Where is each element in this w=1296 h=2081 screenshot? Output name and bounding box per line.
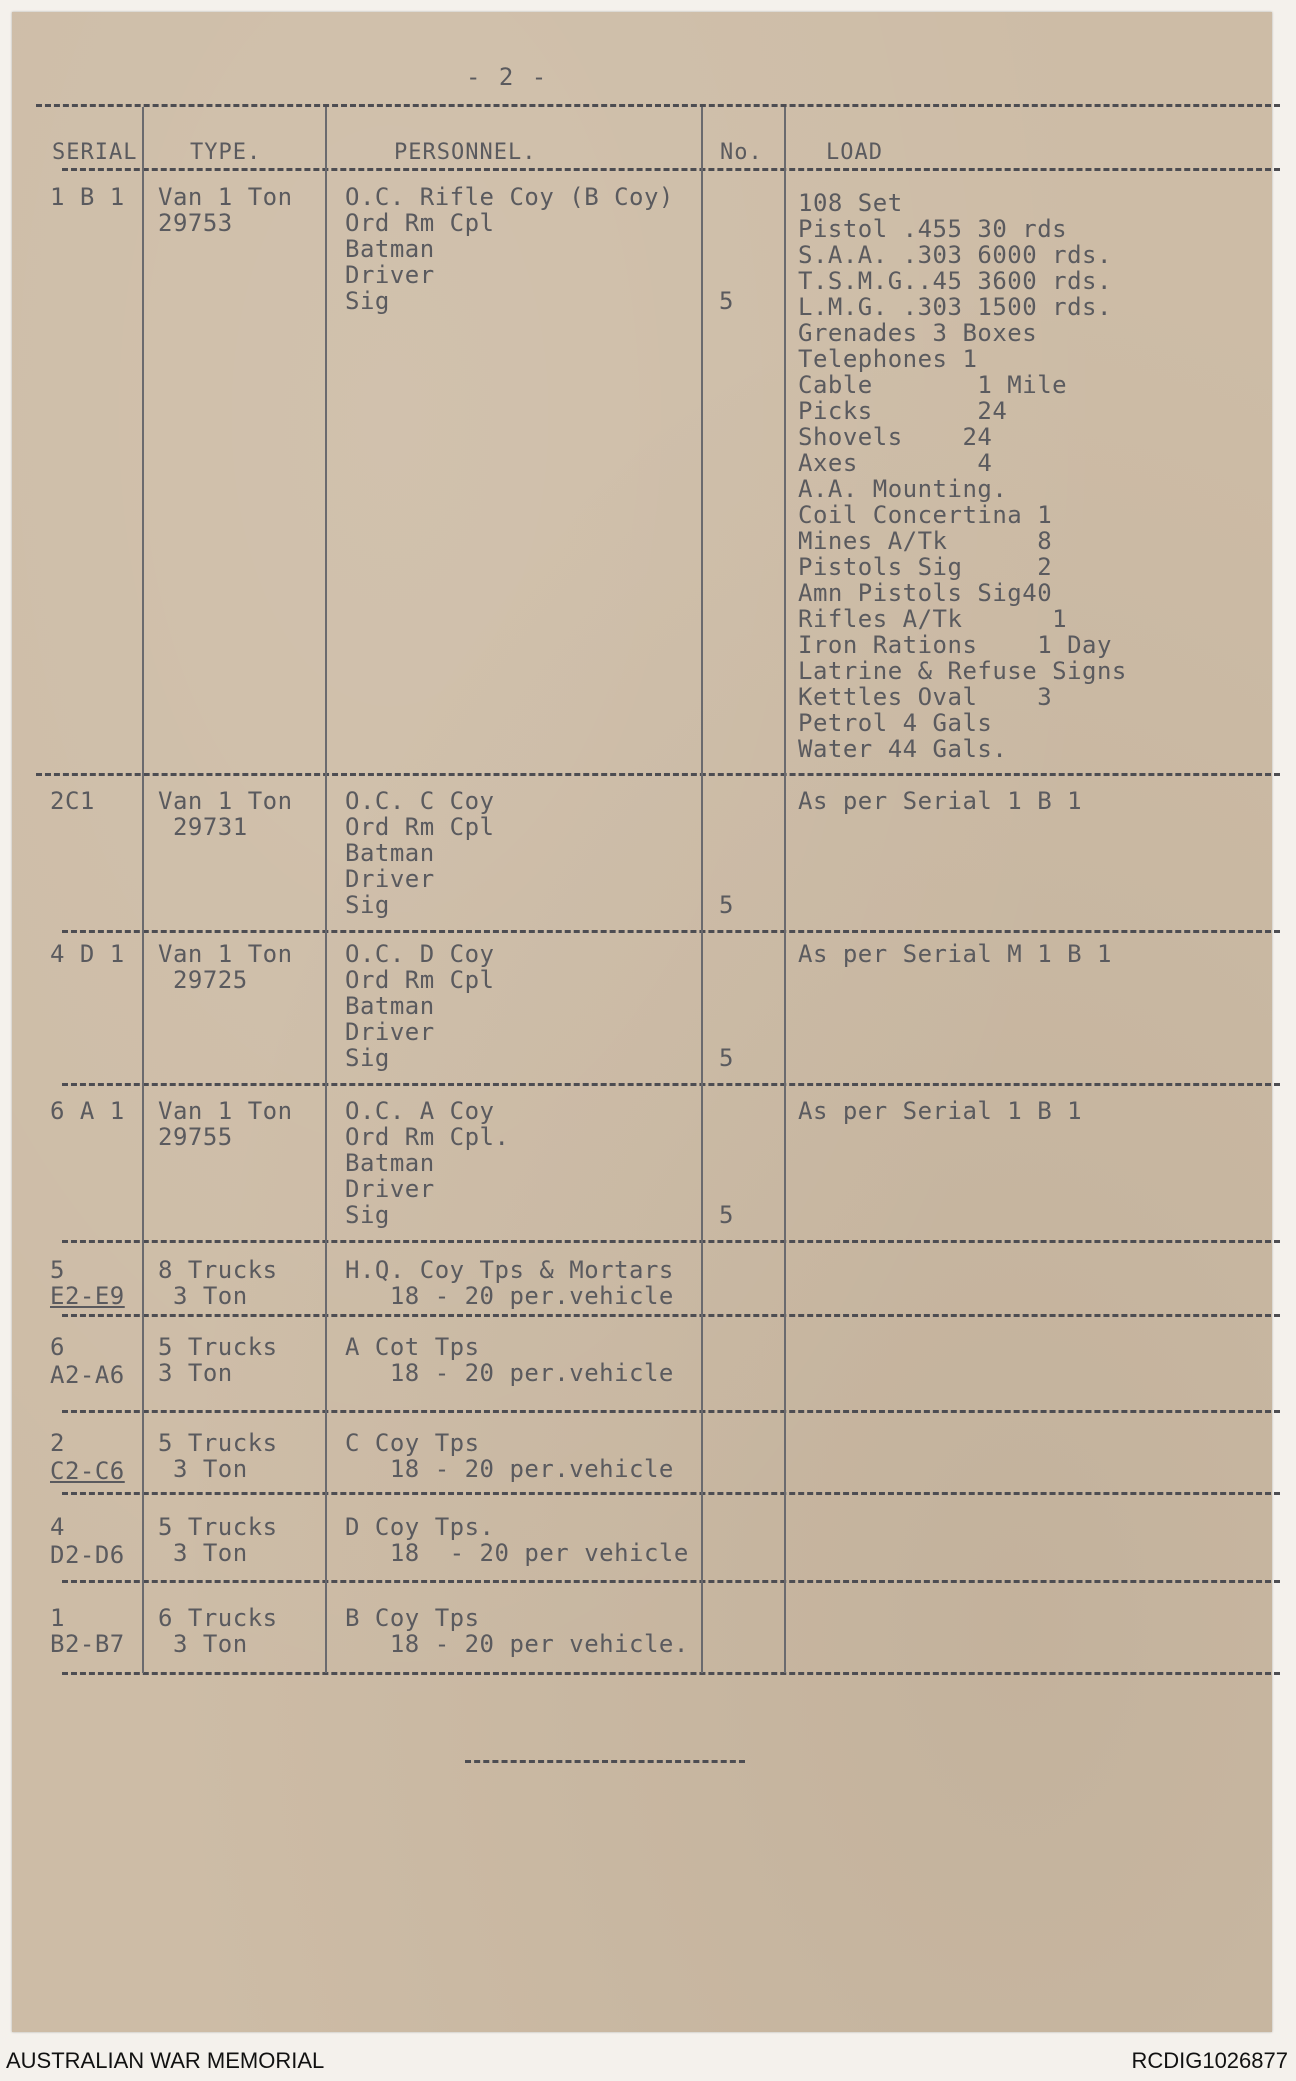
row-divider xyxy=(62,1083,1280,1086)
row-6-personnel: A Cot Tps 18 - 20 per.vehicle xyxy=(345,1333,674,1387)
row-1-type: Van 1 Ton 29753 xyxy=(158,183,293,237)
row-3-load: As per Serial M 1 B 1 xyxy=(798,940,1112,968)
row-8-type: 5 Trucks 3 Ton xyxy=(158,1513,278,1567)
table-bottom-rule xyxy=(62,1672,1280,1675)
column-rule xyxy=(784,107,786,1673)
row-8-serial: 4 xyxy=(50,1513,65,1541)
row-7-serial: 2 xyxy=(50,1429,65,1457)
row-9-type: 6 Trucks 3 Ton xyxy=(158,1604,278,1658)
row-4-load: As per Serial 1 B 1 xyxy=(798,1097,1083,1125)
row-2-personnel: O.C. C Coy Ord Rm Cpl Batman Driver Sig xyxy=(345,787,495,919)
row-3-personnel: O.C. D Coy Ord Rm Cpl Batman Driver Sig xyxy=(345,940,495,1072)
row-4-personnel: O.C. A Coy Ord Rm Cpl. Batman Driver Sig xyxy=(345,1097,510,1229)
row-divider xyxy=(36,773,1280,776)
row-3-type: Van 1 Ton 29725 xyxy=(158,940,293,994)
row-9-serial: 1 xyxy=(50,1604,65,1632)
row-divider xyxy=(62,1492,1280,1495)
row-6-type: 5 Trucks 3 Ton xyxy=(158,1333,278,1387)
row-4-serial: 6 A 1 xyxy=(50,1097,125,1125)
row-7-type: 5 Trucks 3 Ton xyxy=(158,1429,278,1483)
row-5-personnel: H.Q. Coy Tps & Mortars 18 - 20 per.vehicle xyxy=(345,1256,674,1310)
footer-record-id: RCDIG1026877 xyxy=(1131,2048,1288,2073)
row-7-personnel: C Coy Tps 18 - 20 per.vehicle xyxy=(345,1429,674,1483)
header-personnel: PERSONNEL. xyxy=(394,140,537,165)
row-1-load: 108 Set Pistol .455 30 rds S.A.A. .303 6000 rds. T.S.M.G..45 3600 rds. L.M.G. .303 1500 rds. Grenades 3 Boxes Telephones 1 Cable 1 Mile Picks 24 Shovels 24 Axes 4 A.A. Mounting. Coil Concertina 1 Mines A/Tk 8 Pistols Sig 2 Amn Pistols Sig40 Rifles A/Tk 1 Iron Rations 1 Day Latrine & Refuse Signs Kettles Oval 3 Petrol 4 Gals Water 44 Gals. xyxy=(798,189,1127,763)
row-4-type: Van 1 Ton 29755 xyxy=(158,1097,293,1151)
row-divider xyxy=(62,1240,1280,1243)
row-divider xyxy=(62,930,1280,933)
row-9-serial-code: B2-B7 xyxy=(50,1630,125,1658)
header-serial: SERIAL xyxy=(52,140,138,165)
row-8-personnel: D Coy Tps. 18 - 20 per vehicle xyxy=(345,1513,689,1567)
column-rule xyxy=(142,107,144,1673)
table-top-rule xyxy=(36,104,1280,107)
header-type: TYPE. xyxy=(190,140,262,165)
row-4-no: 5 xyxy=(719,1201,734,1229)
row-2-load: As per Serial 1 B 1 xyxy=(798,787,1083,815)
row-3-no: 5 xyxy=(719,1044,734,1072)
header-bottom-rule xyxy=(62,168,1280,171)
row-1-personnel: O.C. Rifle Coy (B Coy) Ord Rm Cpl Batman Driver Sig xyxy=(345,183,674,315)
end-rule xyxy=(465,1760,745,1763)
row-6-serial: 6 xyxy=(50,1333,65,1361)
row-7-serial-code: C2-C6 xyxy=(50,1457,125,1485)
header-load: LOAD xyxy=(826,140,883,165)
row-3-serial: 4 D 1 xyxy=(50,940,125,968)
row-6-serial-code: A2-A6 xyxy=(50,1361,125,1389)
row-1-serial: 1 B 1 xyxy=(50,183,125,211)
document-page xyxy=(12,12,1272,2032)
footer-institution: AUSTRALIAN WAR MEMORIAL xyxy=(6,2048,325,2073)
row-2-no: 5 xyxy=(719,891,734,919)
row-2-serial: 2C1 xyxy=(50,787,95,815)
column-rule xyxy=(701,107,703,1673)
row-8-serial-code: D2-D6 xyxy=(50,1541,125,1569)
row-5-serial: 5 xyxy=(50,1256,65,1284)
page-number: - 2 - xyxy=(466,63,549,91)
row-divider xyxy=(62,1580,1280,1583)
column-rule xyxy=(325,107,327,1673)
row-2-type: Van 1 Ton 29731 xyxy=(158,787,293,841)
row-divider xyxy=(62,1410,1280,1413)
row-divider xyxy=(62,1314,1280,1317)
row-1-no: 5 xyxy=(719,287,734,315)
row-9-personnel: B Coy Tps 18 - 20 per vehicle. xyxy=(345,1604,689,1658)
row-5-serial-code: E2-E9 xyxy=(50,1282,125,1310)
row-5-type: 8 Trucks 3 Ton xyxy=(158,1256,278,1310)
header-no: No. xyxy=(720,140,763,165)
